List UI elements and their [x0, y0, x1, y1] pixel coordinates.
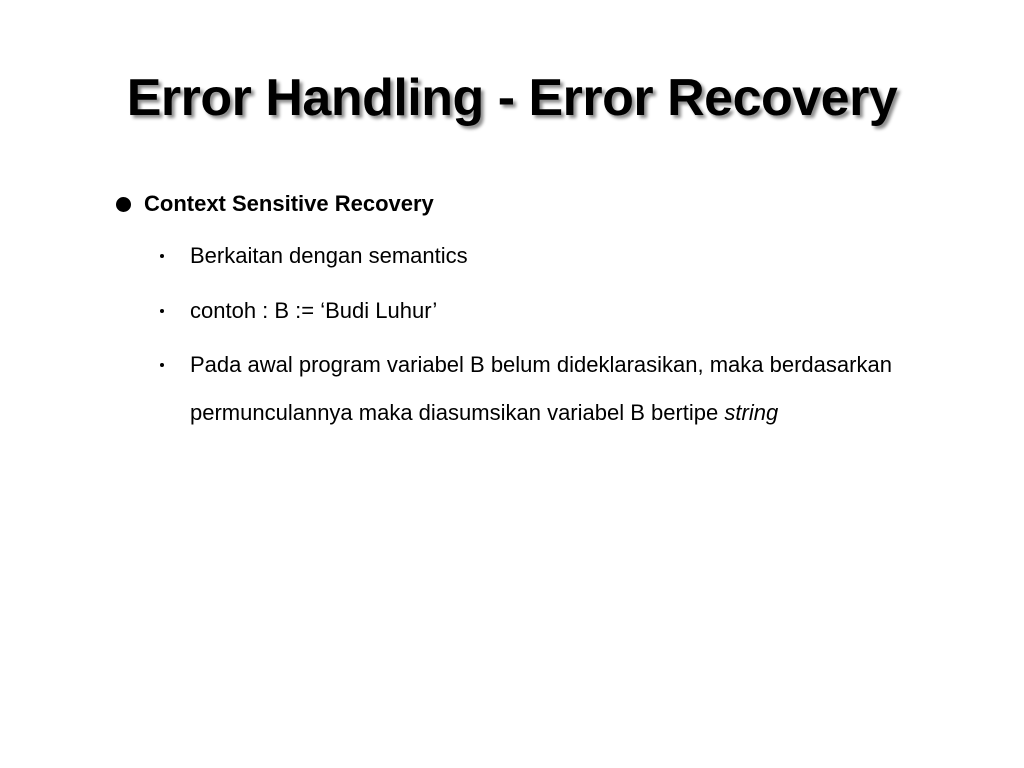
sub-bullet-3 [160, 341, 900, 437]
sub-bullet-dot-icon [160, 309, 164, 313]
sub-bullet-dot-icon [160, 254, 164, 258]
sub-bullet-text-block [190, 341, 900, 437]
emphasis-text: string [724, 400, 779, 425]
main-bullet [116, 186, 434, 222]
sub-bullet-text: Berkaitan dengan semantics [190, 243, 468, 268]
sub-bullet-dot-icon [160, 363, 164, 367]
bullet-dot-icon [116, 197, 131, 212]
sub-bullet-2 [160, 287, 900, 335]
slide-title: Error Handling - Error Recovery [126, 69, 898, 127]
main-bullet-text: Context Sensitive Recovery [144, 191, 434, 216]
sub-bullet-1 [160, 232, 900, 280]
sub-bullet-text: Pada awal program variabel B belum dideklarasikan, maka berdasarkan permunculannya maka diasumsikan variabel B bertipe [190, 352, 892, 425]
sub-bullet-text: contoh : B := ‘Budi Luhur’ [190, 298, 438, 323]
